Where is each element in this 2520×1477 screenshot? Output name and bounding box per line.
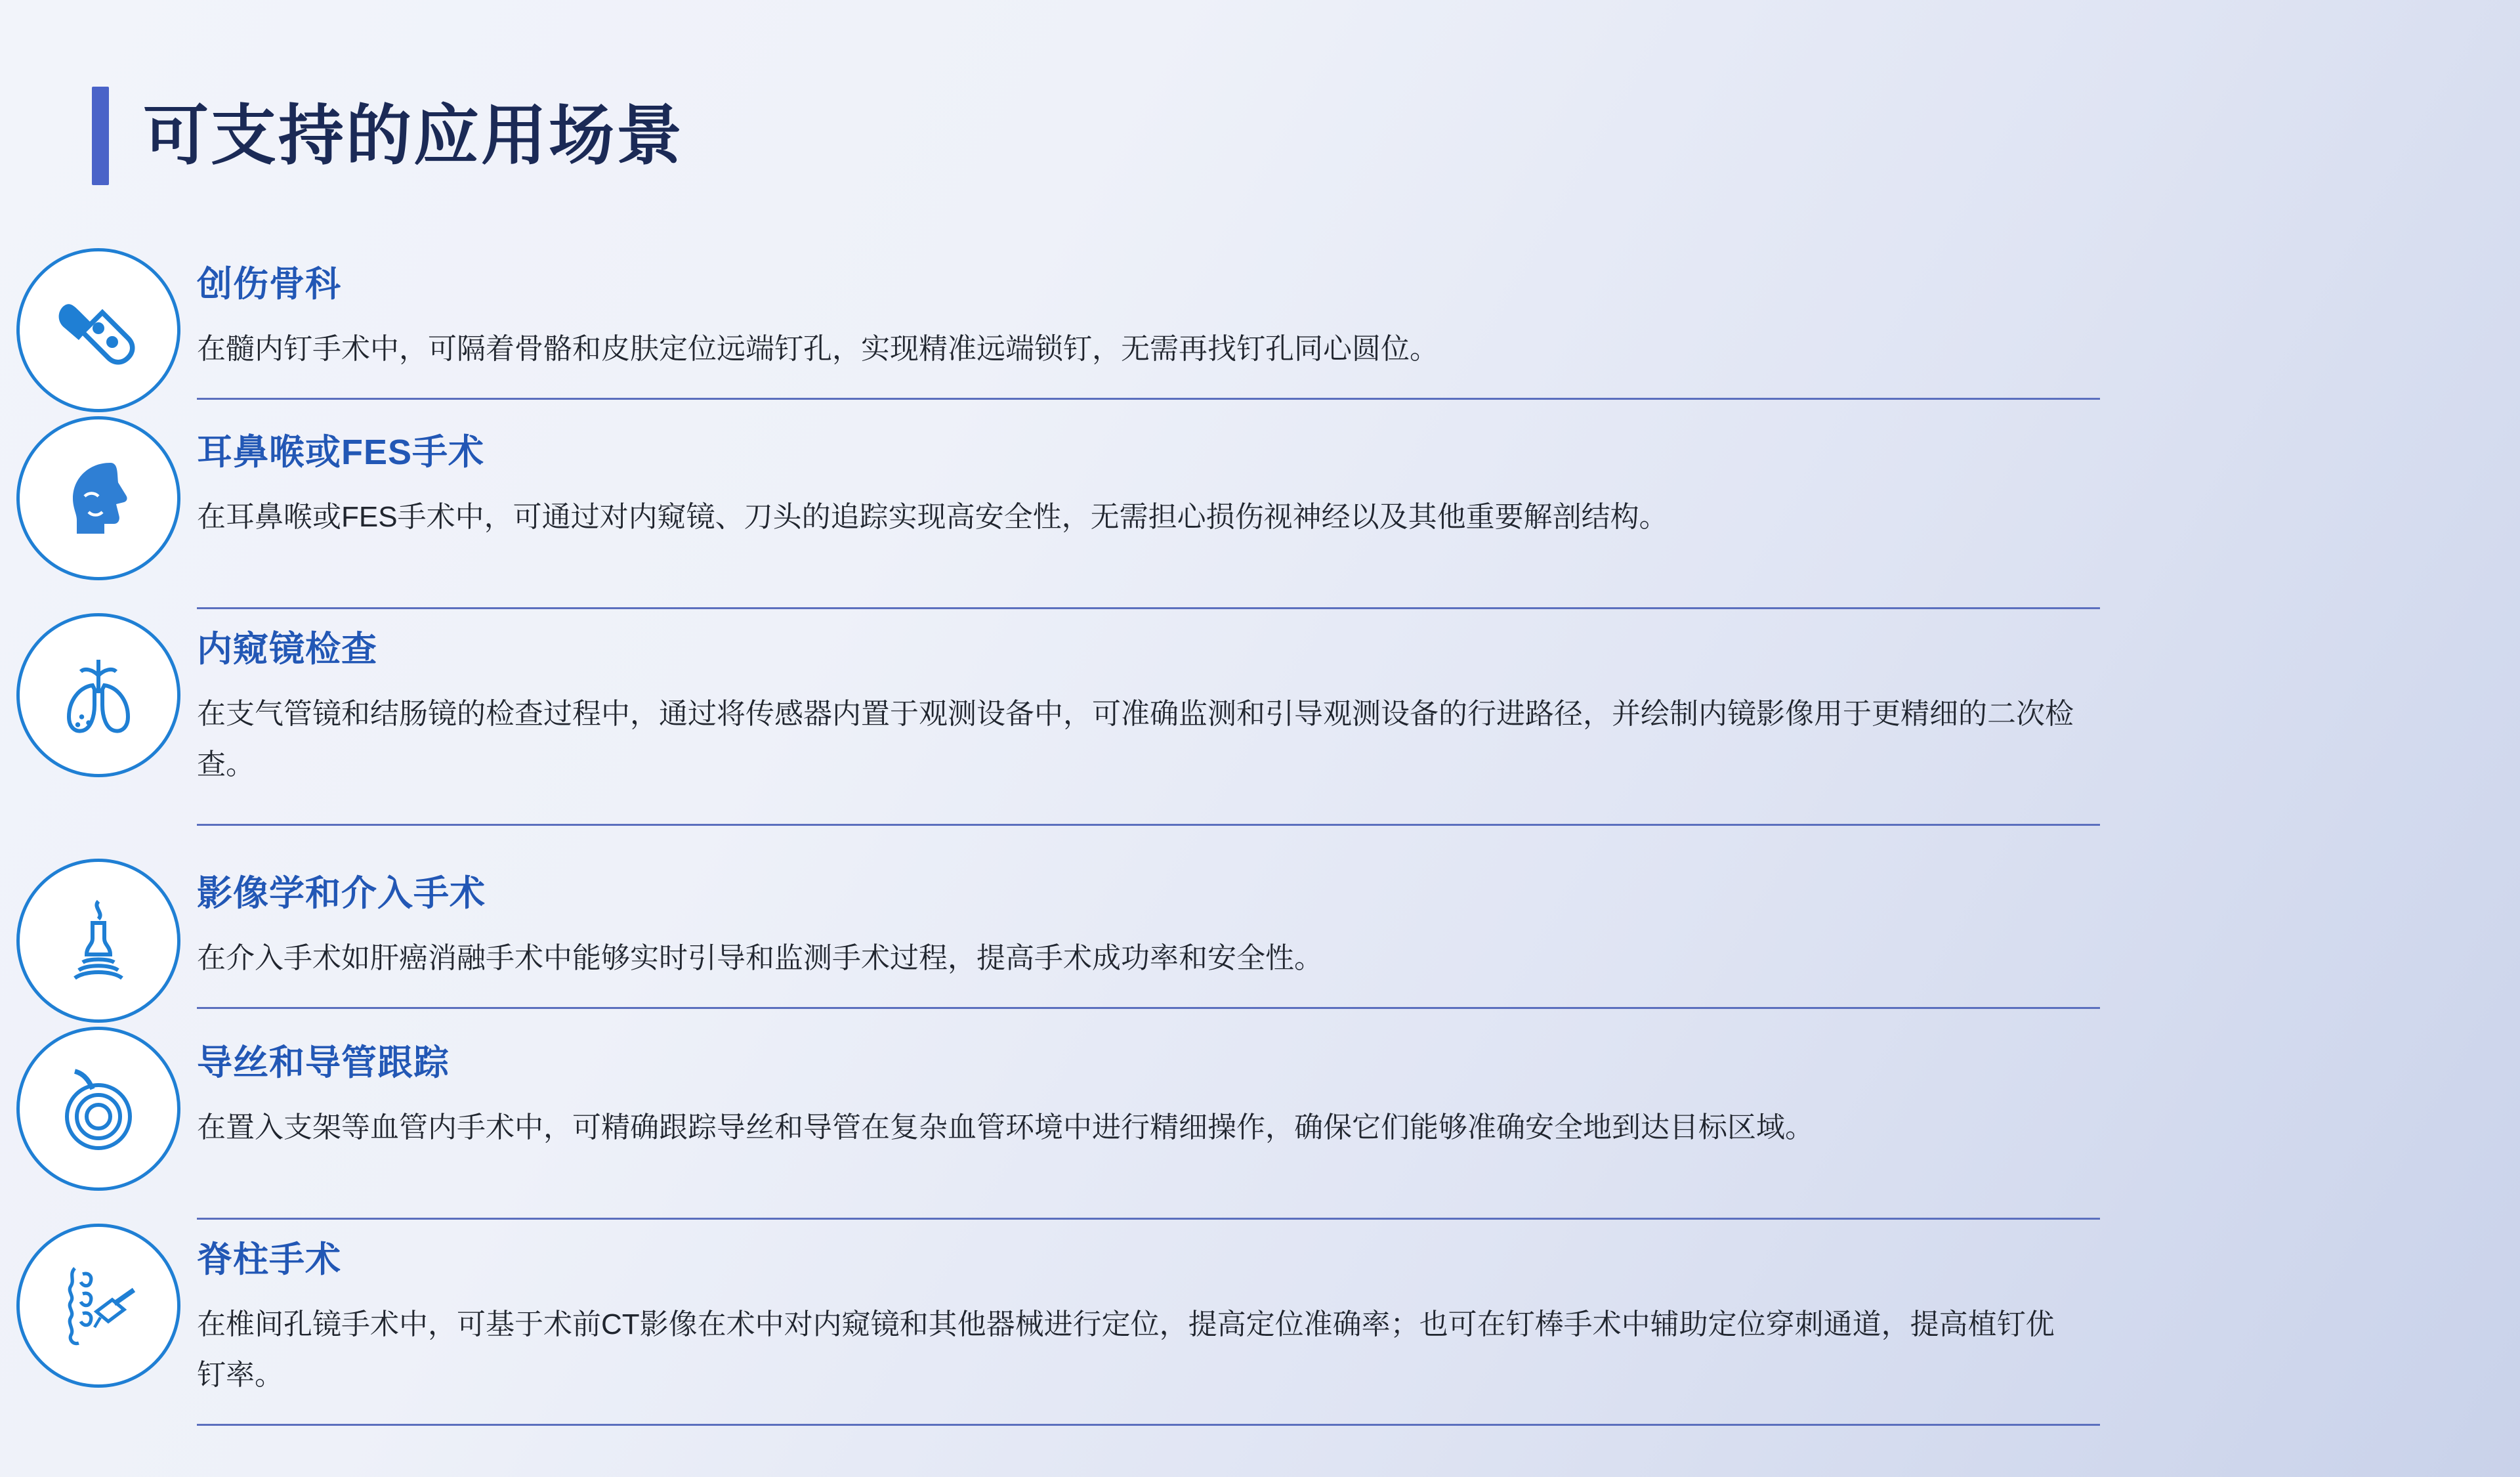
spine-screw-icon <box>16 1224 180 1388</box>
scene-icon-wrap <box>0 1220 197 1388</box>
bone-drill-icon <box>16 248 180 412</box>
list-item <box>0 609 2100 826</box>
list-item <box>0 244 2100 412</box>
page-title: 可支持的应用场景 <box>143 99 684 173</box>
scene-title: 脊柱手术 <box>197 1240 341 1279</box>
scene-icon-wrap <box>0 609 197 777</box>
scene-description: 在耳鼻喉或FES手术中，可通过对内窥镜、刀头的追踪实现高安全性，无需担心损伤视神经以及其他重要解剖结构。 <box>197 501 1668 533</box>
scene-text <box>197 609 2100 826</box>
lungs-icon <box>16 613 180 777</box>
scene-text <box>197 1023 2100 1220</box>
scene-description: 在介入手术如肝癌消融手术中能够实时引导和监测手术过程，提高手术成功率和安全性。 <box>197 942 1323 974</box>
list-item <box>0 412 2100 609</box>
head-profile-icon <box>16 416 180 580</box>
title-accent-bar <box>92 87 109 185</box>
ultrasound-probe-icon <box>16 859 180 1023</box>
page-header <box>92 59 2520 213</box>
list-item <box>0 826 2100 1023</box>
scene-text <box>197 826 2100 1009</box>
scene-description: 在髓内钉手术中，可隔着骨骼和皮肤定位远端钉孔，实现精准远端锁钉，无需再找钉孔同心圆位。 <box>197 333 1438 365</box>
scene-description: 在椎间孔镜手术中，可基于术前CT影像在术中对内窥镜和其他器械进行定位，提高定位准确率；也可在钉棒手术中辅助定位穿刺通道，提高植钉优钉率。 <box>197 1308 2055 1391</box>
list-item <box>0 1220 2100 1426</box>
scene-icon-wrap <box>0 826 197 1023</box>
scene-title: 内窥镜检查 <box>197 630 377 669</box>
scene-icon-wrap <box>0 244 197 412</box>
scene-title: 导丝和导管跟踪 <box>197 1043 450 1082</box>
scene-text <box>197 412 2100 609</box>
guidewire-coil-icon <box>16 1027 180 1191</box>
scene-description: 在置入支架等血管内手术中，可精确跟踪导丝和导管在复杂血管环境中进行精细操作，确保它们能够准确安全地到达目标区域。 <box>197 1111 1814 1144</box>
scene-icon-wrap <box>0 412 197 580</box>
scene-list <box>0 244 2100 1426</box>
scene-text <box>197 244 2100 400</box>
scene-icon-wrap <box>0 1023 197 1191</box>
scene-title: 耳鼻喉或FES手术 <box>197 433 485 472</box>
scene-description: 在支气管镜和结肠镜的检查过程中，通过将传感器内置于观测设备中，可准确监测和引导观测设备的行进路径，并绘制内镜影像用于更精细的二次检查。 <box>197 698 2074 781</box>
scene-text <box>197 1220 2100 1426</box>
list-item <box>0 1023 2100 1220</box>
scene-title: 创伤骨科 <box>197 265 341 304</box>
scene-title: 影像学和介入手术 <box>197 874 486 913</box>
